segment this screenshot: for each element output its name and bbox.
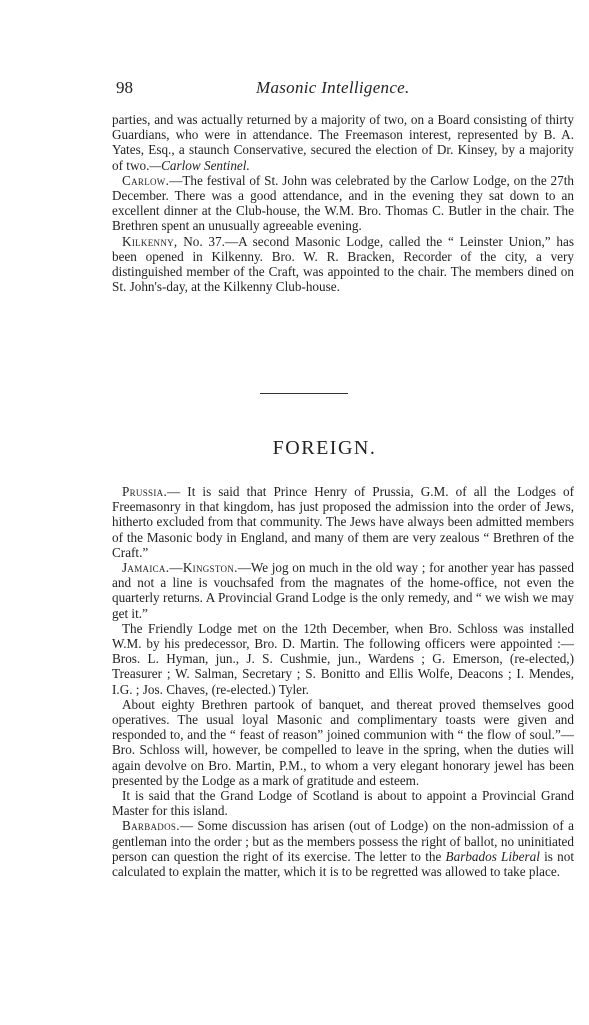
paragraph-carlow [112,173,574,234]
paragraph-text-tail: is not calculated to explain the matter, which it is to be regretted was allowed to take place. [112,848,575,880]
paragraph-text: About eighty Brethren partook of banquet, and thereat proved themselves good operatives. The usual loyal Masonic and complimentary toasts were given and responded to, and the “ feast of reason” joined communion with “ the flow of soul.”—Bro. Schloss will, however, be compelled to leave in the spring, when the duties will again devolve on Bro. Martin, P.M., to whom a very elegant honorary jewel has been presented by the Lodge as a mark of gratitude and esteem. [112,696,574,788]
paragraph-kilkenny [112,234,574,295]
page-header [116,78,574,102]
paragraph-lead: Carlow. [122,172,170,188]
paragraph-banquet [112,697,574,788]
paragraph-text: No. 37.—A second Masonic Lodge, called the “ Leinster Union,” has been opened in Kilkenny. Bro. W. R. Bracken, Recorder of the city, a very distinguished member of the Craft, was appointed to the chair. The members dined on St. John's-day, at the Kilkenny Club-house. [112,233,574,295]
section-divider [260,393,348,394]
section-heading: FOREIGN. [272,437,377,459]
irish-news-section [112,112,574,294]
newspaper-title: Barbados Liberal [445,848,540,864]
paragraph-lead: Kilkenny, [122,233,178,249]
source-citation: —Carlow Sentinel. [149,157,250,173]
paragraph-lead: Prussia. [122,484,168,499]
paragraph-barbados [112,818,574,879]
foreign-section [112,484,574,879]
paragraph-lead: Barbados. [122,818,180,834]
paragraph-text: —We jog on much in the old way ; for another year has passed and not a line is vouchsafed from the magnates of the home-office, not even the quarterly returns. A Provincial Grand Lodge is the only remedy, and “ we wish we may get it.” [112,560,574,621]
running-title: Masonic Intelligence. [256,78,410,97]
paragraph-text: parties, and was actually returned by a majority of two, on a Board consisting of thirty Guardians, who were in attendance. The Freemason interest, represented by B. A. Yates, Esq., a staunch Conservative, secured the election of Dr. Kinsey, by a majority of two. [112,112,574,173]
paragraph-text: — Some discussion has arisen (out of Lodge) on the non-admission of a gentleman into the order ; but as the members possess the right of ballot, no uninitiated person can question the right of its exercise. The letter to the [112,818,574,864]
page-number: 98 [116,78,133,97]
paragraph-friendly-lodge [112,621,574,697]
paragraph-carlow-sentinel [112,112,574,173]
paragraph-text: — It is said that Prince Henry of Prussia, G.M. of all the Lodges of Freemasonry in that kingdom, has just proposed the admission into the order of Jews, hitherto excluded from that community. The Jews have always been admitted members of the Masonic body in England, and many of them are very zealous “ Brethren of the Craft.” [112,484,574,560]
paragraph-lead: Jamaica.—Kingston. [122,560,238,576]
paragraph-grand-lodge-scotland [112,788,574,818]
paragraph-jamaica [112,560,574,621]
paragraph-text: —The festival of St. John was celebrated by the Carlow Lodge, on the 27th December. There was a good attendance, and in the evening they sat down to an excellent dinner at the Club-house, the W.M. Bro. Thomas C. Butler in the chair. The Brethren spent an unusually agreeable evening. [112,172,574,234]
paragraph-text: It is said that the Grand Lodge of Scotland is about to appoint a Provincial Grand Master for this island. [112,788,574,819]
paragraph-prussia [112,484,574,560]
paragraph-text: The Friendly Lodge met on the 12th December, when Bro. Schloss was installed W.M. by his predecessor, Bro. D. Martin. The following officers were appointed :—Bros. L. Hyman, jun., J. S. Cushmie, jun., Wardens ; G. Emerson, (re-elected,) Treasurer ; W. Salman, Secretary ; S. Bonitto and Ellis Wolfe, Deacons ; I. Mendes, I.G. ; Jos. Chaves, (re-elected.) Tyler. [112,620,574,697]
